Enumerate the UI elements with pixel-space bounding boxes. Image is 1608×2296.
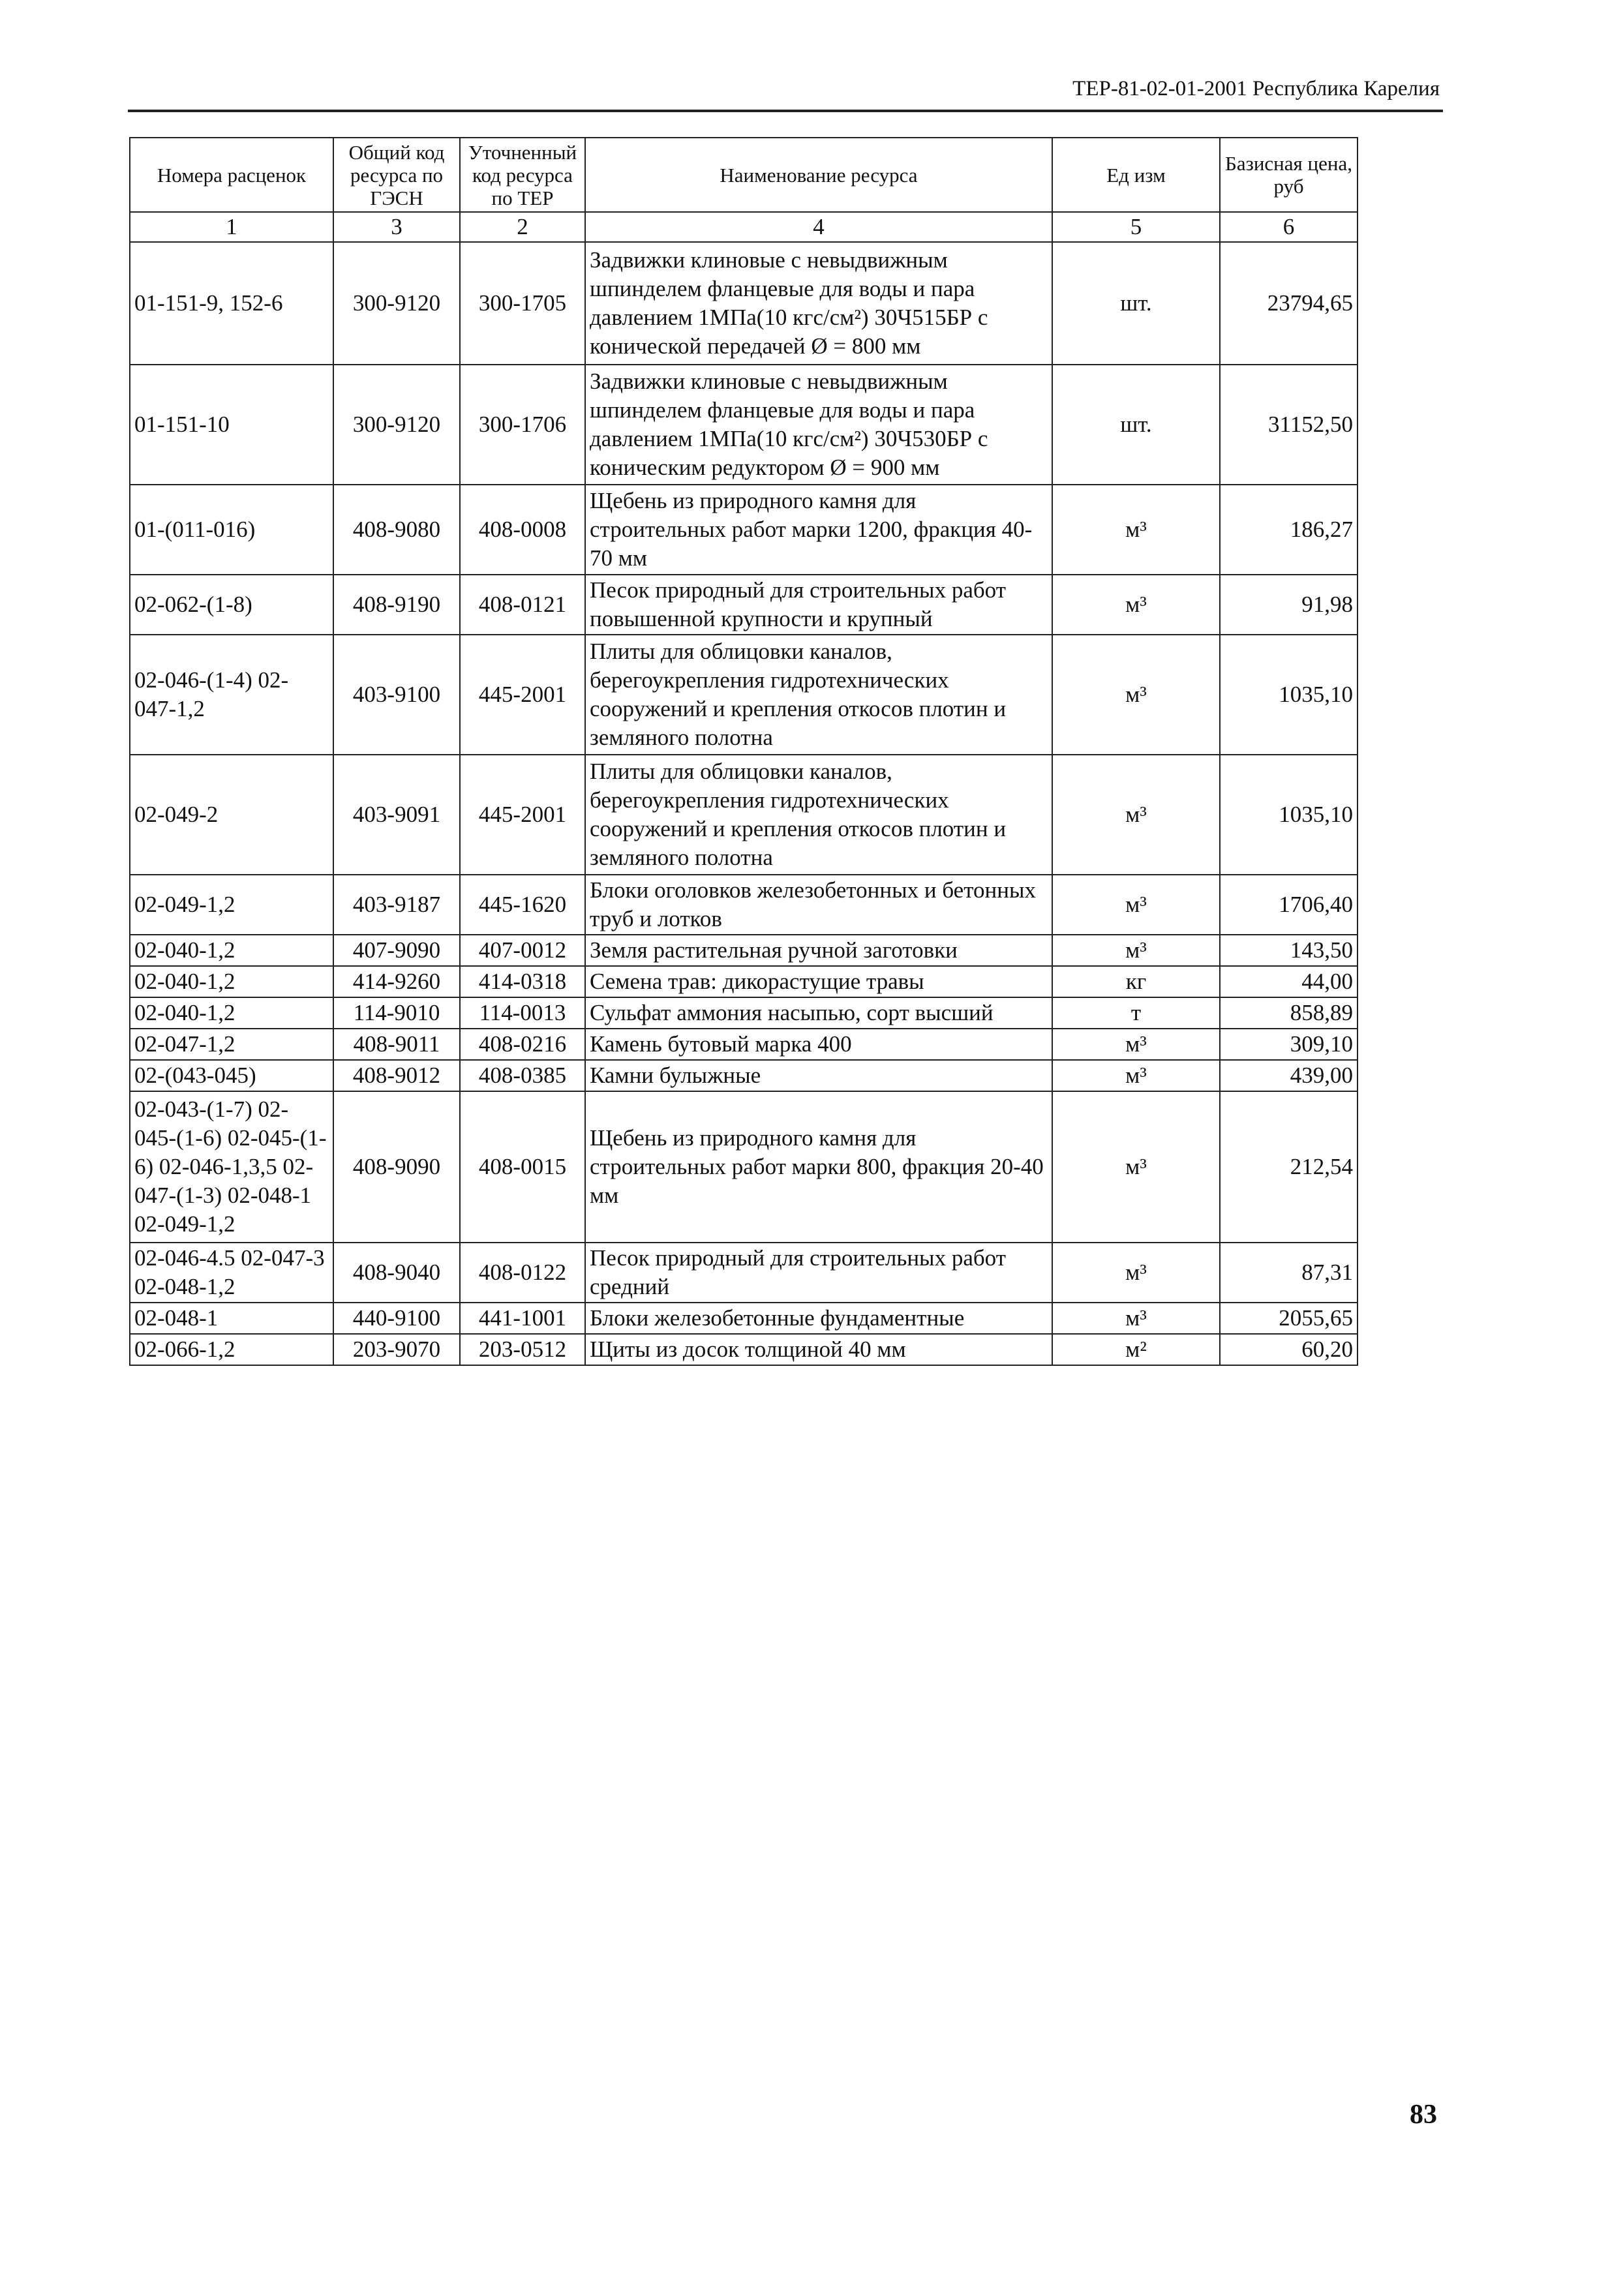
resource-name-cell: Блоки железобетонные фундаментные <box>585 1303 1052 1334</box>
table-row <box>130 1243 1358 1303</box>
resource-name-cell: Щебень из природного камня для строительных работ марки 800, фракция 20-40 мм <box>585 1091 1052 1243</box>
unit-cell: м³ <box>1052 1243 1220 1303</box>
price-cell: 44,00 <box>1220 966 1358 997</box>
header-resource-name: Наименование ресурса <box>585 138 1052 212</box>
ter-code-cell: 407-0012 <box>460 935 585 966</box>
header-gesn-code: Общий код ресурса по ГЭСН <box>333 138 460 212</box>
table-header-row <box>130 138 1358 212</box>
price-cell: 2055,65 <box>1220 1303 1358 1334</box>
table-row <box>130 755 1358 875</box>
table-row <box>130 1334 1358 1365</box>
column-number: 4 <box>585 212 1052 242</box>
resource-name-cell: Камень бутовый марка 400 <box>585 1029 1052 1060</box>
table-row <box>130 1091 1358 1243</box>
rate-numbers-cell: 02-040-1,2 <box>130 935 333 966</box>
header-ter-code: Уточненный код ресурса по ТЕР <box>460 138 585 212</box>
rate-numbers-cell: 02-046-(1-4) 02-047-1,2 <box>130 635 333 755</box>
ter-code-cell: 408-0122 <box>460 1243 585 1303</box>
rate-numbers-cell: 02-043-(1-7) 02-045-(1-6) 02-045-(1-6) 02-046-1,3,5 02-047-(1-3) 02-048-1 02-049-1,2 <box>130 1091 333 1243</box>
header-rate-numbers: Номера расценок <box>130 138 333 212</box>
rate-numbers-cell: 02-040-1,2 <box>130 966 333 997</box>
table-row <box>130 242 1358 365</box>
price-cell: 23794,65 <box>1220 242 1358 365</box>
gesn-code-cell: 408-9012 <box>333 1060 460 1091</box>
price-cell: 91,98 <box>1220 575 1358 635</box>
gesn-code-cell: 403-9091 <box>333 755 460 875</box>
page-number: 83 <box>1410 2100 1437 2130</box>
column-number: 5 <box>1052 212 1220 242</box>
rate-numbers-cell: 02-062-(1-8) <box>130 575 333 635</box>
unit-cell: шт. <box>1052 365 1220 485</box>
gesn-code-cell: 407-9090 <box>333 935 460 966</box>
resource-name-cell: Плиты для облицовки каналов, берегоукрепления гидротехнических сооружений и крепления откосов плотин и земляного полотна <box>585 635 1052 755</box>
unit-cell: м³ <box>1052 1091 1220 1243</box>
price-cell: 212,54 <box>1220 1091 1358 1243</box>
resource-name-cell: Земля растительная ручной заготовки <box>585 935 1052 966</box>
resource-name-cell: Песок природный для строительных работ повышенной крупности и крупный <box>585 575 1052 635</box>
price-cell: 87,31 <box>1220 1243 1358 1303</box>
table-row <box>130 635 1358 755</box>
ter-code-cell: 408-0121 <box>460 575 585 635</box>
rate-numbers-cell: 01-151-10 <box>130 365 333 485</box>
resource-name-cell: Задвижки клиновые с невыдвижным шпинделем фланцевые для воды и пара давлением 1МПа(10 кгс/см²) 30Ч530БР с коническим редуктором Ø = 900 мм <box>585 365 1052 485</box>
ter-code-cell: 203-0512 <box>460 1334 585 1365</box>
gesn-code-cell: 203-9070 <box>333 1334 460 1365</box>
gesn-code-cell: 440-9100 <box>333 1303 460 1334</box>
gesn-code-cell: 300-9120 <box>333 365 460 485</box>
table-row <box>130 1060 1358 1091</box>
ter-code-cell: 408-0385 <box>460 1060 585 1091</box>
ter-code-cell: 445-2001 <box>460 755 585 875</box>
price-cell: 1035,10 <box>1220 635 1358 755</box>
rate-numbers-cell: 02-047-1,2 <box>130 1029 333 1060</box>
resource-name-cell: Песок природный для строительных работ средний <box>585 1243 1052 1303</box>
column-number: 3 <box>333 212 460 242</box>
price-cell: 1706,40 <box>1220 875 1358 935</box>
unit-cell: м³ <box>1052 1060 1220 1091</box>
price-cell: 143,50 <box>1220 935 1358 966</box>
ter-code-cell: 114-0013 <box>460 997 585 1029</box>
unit-cell: шт. <box>1052 242 1220 365</box>
ter-code-cell: 445-1620 <box>460 875 585 935</box>
column-number: 6 <box>1220 212 1358 242</box>
unit-cell: м³ <box>1052 635 1220 755</box>
rate-numbers-cell: 02-048-1 <box>130 1303 333 1334</box>
column-number: 2 <box>460 212 585 242</box>
gesn-code-cell: 403-9100 <box>333 635 460 755</box>
gesn-code-cell: 408-9090 <box>333 1091 460 1243</box>
document-header: ТЕР-81-02-01-2001 Республика Карелия <box>1072 77 1440 100</box>
gesn-code-cell: 408-9190 <box>333 575 460 635</box>
rate-numbers-cell: 01-(011-016) <box>130 485 333 575</box>
price-cell: 31152,50 <box>1220 365 1358 485</box>
gesn-code-cell: 300-9120 <box>333 242 460 365</box>
price-cell: 60,20 <box>1220 1334 1358 1365</box>
rate-numbers-cell: 02-(043-045) <box>130 1060 333 1091</box>
resource-name-cell: Щебень из природного камня для строительных работ марки 1200, фракция 40-70 мм <box>585 485 1052 575</box>
price-cell: 186,27 <box>1220 485 1358 575</box>
ter-code-cell: 445-2001 <box>460 635 585 755</box>
ter-code-cell: 414-0318 <box>460 966 585 997</box>
unit-cell: м³ <box>1052 575 1220 635</box>
rate-numbers-cell: 02-046-4.5 02-047-3 02-048-1,2 <box>130 1243 333 1303</box>
table-row <box>130 935 1358 966</box>
resource-name-cell: Камни булыжные <box>585 1060 1052 1091</box>
resource-name-cell: Задвижки клиновые с невыдвижным шпинделем фланцевые для воды и пара давлением 1МПа(10 кгс/см²) 30Ч515БР с конической передачей Ø = 800 мм <box>585 242 1052 365</box>
table-row <box>130 1303 1358 1334</box>
unit-cell: м³ <box>1052 875 1220 935</box>
table-row <box>130 365 1358 485</box>
table-row <box>130 575 1358 635</box>
gesn-code-cell: 408-9011 <box>333 1029 460 1060</box>
rate-numbers-cell: 02-066-1,2 <box>130 1334 333 1365</box>
gesn-code-cell: 414-9260 <box>333 966 460 997</box>
unit-cell: м³ <box>1052 935 1220 966</box>
unit-cell: м³ <box>1052 755 1220 875</box>
gesn-code-cell: 114-9010 <box>333 997 460 1029</box>
resource-name-cell: Блоки оголовков железобетонных и бетонных труб и лотков <box>585 875 1052 935</box>
resource-name-cell: Сульфат аммония насыпью, сорт высший <box>585 997 1052 1029</box>
table-row <box>130 485 1358 575</box>
resource-name-cell: Щиты из досок толщиной 40 мм <box>585 1334 1052 1365</box>
unit-cell: м³ <box>1052 485 1220 575</box>
gesn-code-cell: 408-9040 <box>333 1243 460 1303</box>
rate-numbers-cell: 02-049-2 <box>130 755 333 875</box>
table-row <box>130 997 1358 1029</box>
column-number-row <box>130 212 1358 242</box>
rate-numbers-cell: 01-151-9, 152-6 <box>130 242 333 365</box>
resource-name-cell: Семена трав: дикорастущие травы <box>585 966 1052 997</box>
gesn-code-cell: 403-9187 <box>333 875 460 935</box>
rate-numbers-cell: 02-040-1,2 <box>130 997 333 1029</box>
unit-cell: м² <box>1052 1334 1220 1365</box>
unit-cell: м³ <box>1052 1029 1220 1060</box>
unit-cell: т <box>1052 997 1220 1029</box>
rate-numbers-cell: 02-049-1,2 <box>130 875 333 935</box>
header-unit: Ед изм <box>1052 138 1220 212</box>
ter-code-cell: 441-1001 <box>460 1303 585 1334</box>
resource-price-table <box>129 137 1358 1366</box>
column-number: 1 <box>130 212 333 242</box>
table-row <box>130 875 1358 935</box>
gesn-code-cell: 408-9080 <box>333 485 460 575</box>
ter-code-cell: 300-1705 <box>460 242 585 365</box>
ter-code-cell: 300-1706 <box>460 365 585 485</box>
table-row <box>130 966 1358 997</box>
ter-code-cell: 408-0008 <box>460 485 585 575</box>
header-rule <box>128 110 1443 112</box>
price-cell: 309,10 <box>1220 1029 1358 1060</box>
ter-code-cell: 408-0015 <box>460 1091 585 1243</box>
table-row <box>130 1029 1358 1060</box>
price-cell: 1035,10 <box>1220 755 1358 875</box>
unit-cell: м³ <box>1052 1303 1220 1334</box>
unit-cell: кг <box>1052 966 1220 997</box>
header-base-price: Базисная цена, руб <box>1220 138 1358 212</box>
price-cell: 858,89 <box>1220 997 1358 1029</box>
ter-code-cell: 408-0216 <box>460 1029 585 1060</box>
price-cell: 439,00 <box>1220 1060 1358 1091</box>
resource-name-cell: Плиты для облицовки каналов, берегоукрепления гидротехнических сооружений и крепления откосов плотин и земляного полотна <box>585 755 1052 875</box>
